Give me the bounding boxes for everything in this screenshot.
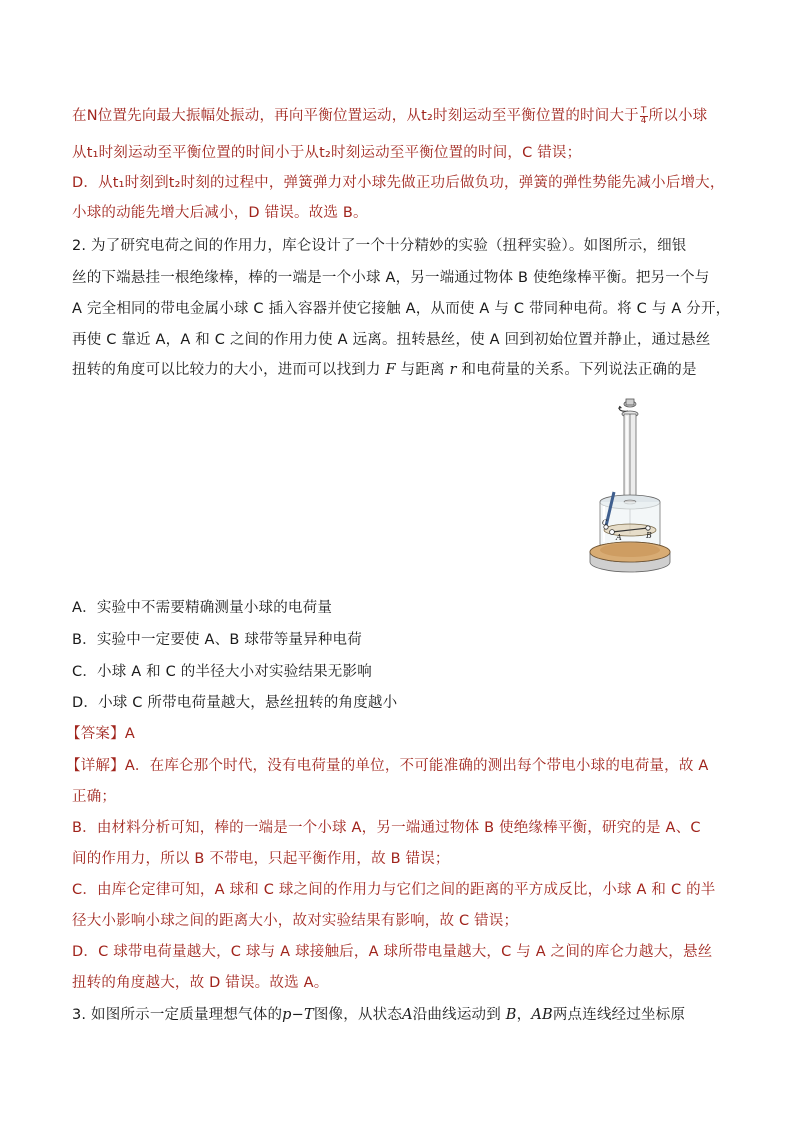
label-c: C (602, 519, 608, 527)
var-B: B (505, 1007, 517, 1023)
option-c: C．小球 A 和 C 的半径大小对实验结果无影响 (72, 664, 372, 680)
question-2-line5 (72, 360, 732, 380)
question-2-line2: 丝的下端悬挂一根绝缘棒，棒的一端是一个小球 A，另一端通过物体 B 使绝缘棒平衡。把另一个与 (72, 270, 710, 286)
ball-b (646, 526, 650, 530)
fraction-denominator: 4 (640, 115, 647, 126)
knob-body (626, 399, 634, 405)
torsion-balance-illustration (584, 394, 672, 584)
arrow-head-icon (618, 406, 622, 409)
var-F: F (385, 362, 396, 378)
ball-a (610, 530, 615, 535)
detail-d-line1: D．C 球带电荷量越大，C 球与 A 球接触后，A 球所带电量越大，C 与 A 之间的库仑力越大，悬丝 (72, 944, 713, 960)
detail-d-line2: 扭转的角度越大，故 D 错误。故选 A。 (72, 975, 329, 991)
prev-analysis-d-line1: D．从t₁时刻到t₂时刻的过程中，弹簧弹力对小球先做正功后做负功，弹簧的弹性势能先减小后增大， (72, 175, 725, 191)
detail-c-line2: 径大小影响小球之间的距离大小，故对实验结果有影响，故 C 错误； (72, 913, 519, 929)
prev-analysis-c-line1 (72, 106, 732, 126)
text: 扭转的角度可以比较力的大小，进而可以找到力 (72, 362, 386, 378)
detail-a-line1 (66, 756, 726, 776)
option-d: D．小球 C 所带电荷量越大，悬丝扭转的角度越小 (72, 695, 398, 711)
text: ， (516, 1007, 532, 1023)
label-a: A (616, 533, 622, 542)
prev-analysis-d-line2: 小球的动能先增大后减小，D 错误。故选 B。 (72, 205, 368, 221)
answer-value: A (124, 726, 135, 742)
prev-analysis-c-line2: 从t₁时刻运动至平衡位置的时间小于从t₂时刻运动至平衡位置的时间，C 错误； (72, 145, 582, 161)
option-b: B．实验中一定要使 A、B 球带等量异种电荷 (72, 632, 362, 648)
text: 3. 如图所示一定质量理想气体的 (72, 1007, 283, 1023)
question-2-line4: 再使 C 靠近 A，A 和 C 之间的作用力使 A 远离。扭转悬丝，使 A 回到初始位置并静止，通过悬丝 (72, 332, 711, 348)
option-a: A．实验中不需要精确测量小球的电荷量 (72, 600, 333, 616)
fraction-t-over-4 (640, 107, 648, 126)
fraction-numerator: T (640, 105, 647, 116)
text: 图像，从状态 (313, 1007, 403, 1023)
label-b: B (646, 531, 652, 540)
base-shadow (600, 543, 660, 557)
question-3-line1 (72, 1005, 732, 1025)
detail-b-line2: 间的作用力，所以 B 不带电，只起平衡作用，故 B 错误； (72, 851, 450, 867)
text: 和电荷量的关系。下列说法正确的是 (456, 362, 697, 378)
detail-a-line2: 正确； (72, 789, 117, 805)
detail-label: 【详解】 (66, 758, 125, 774)
text: 与距离 (395, 362, 450, 378)
text: 沿曲线运动到 (412, 1007, 506, 1023)
question-2-line1: 2. 为了研究电荷之间的作用力，库仑设计了一个十分精妙的实验（扭秤实验）。如图所示，细银 (72, 238, 687, 254)
detail-b-line1: B．由材料分析可知，棒的一端是一个小球 A，另一端通过物体 B 使绝缘棒平衡，研究的是 A、C (72, 820, 701, 836)
text: 所以小球 (648, 108, 708, 124)
text: A．在库仑那个时代，没有电荷量的单位，不可能准确的测出每个带电小球的电荷量，故 A (124, 758, 709, 774)
question-2-line3: A 完全相同的带电金属小球 C 插入容器并使它接触 A，从而使 A 与 C 带同种电荷。将 C 与 A 分开， (72, 301, 731, 317)
answer-line (66, 724, 726, 744)
detail-c-line1: C．由库仑定律可知，A 球和 C 球之间的作用力与它们之间的距离的平方成反比，小球 A 和 C 的半 (72, 882, 716, 898)
torsion-balance-figure (584, 394, 672, 584)
answer-label: 【答案】 (66, 726, 125, 742)
var-AB: AB (531, 1007, 553, 1023)
var-r: r (449, 362, 457, 378)
text: 两点连线经过坐标原 (552, 1007, 686, 1023)
text: 在N位置先向最大振幅处振动，再向平衡位置运动，从t₂时刻运动至平衡位置的时间大于 (72, 108, 639, 124)
var-p-T: p−T (282, 1007, 314, 1023)
var-A: A (402, 1007, 413, 1023)
